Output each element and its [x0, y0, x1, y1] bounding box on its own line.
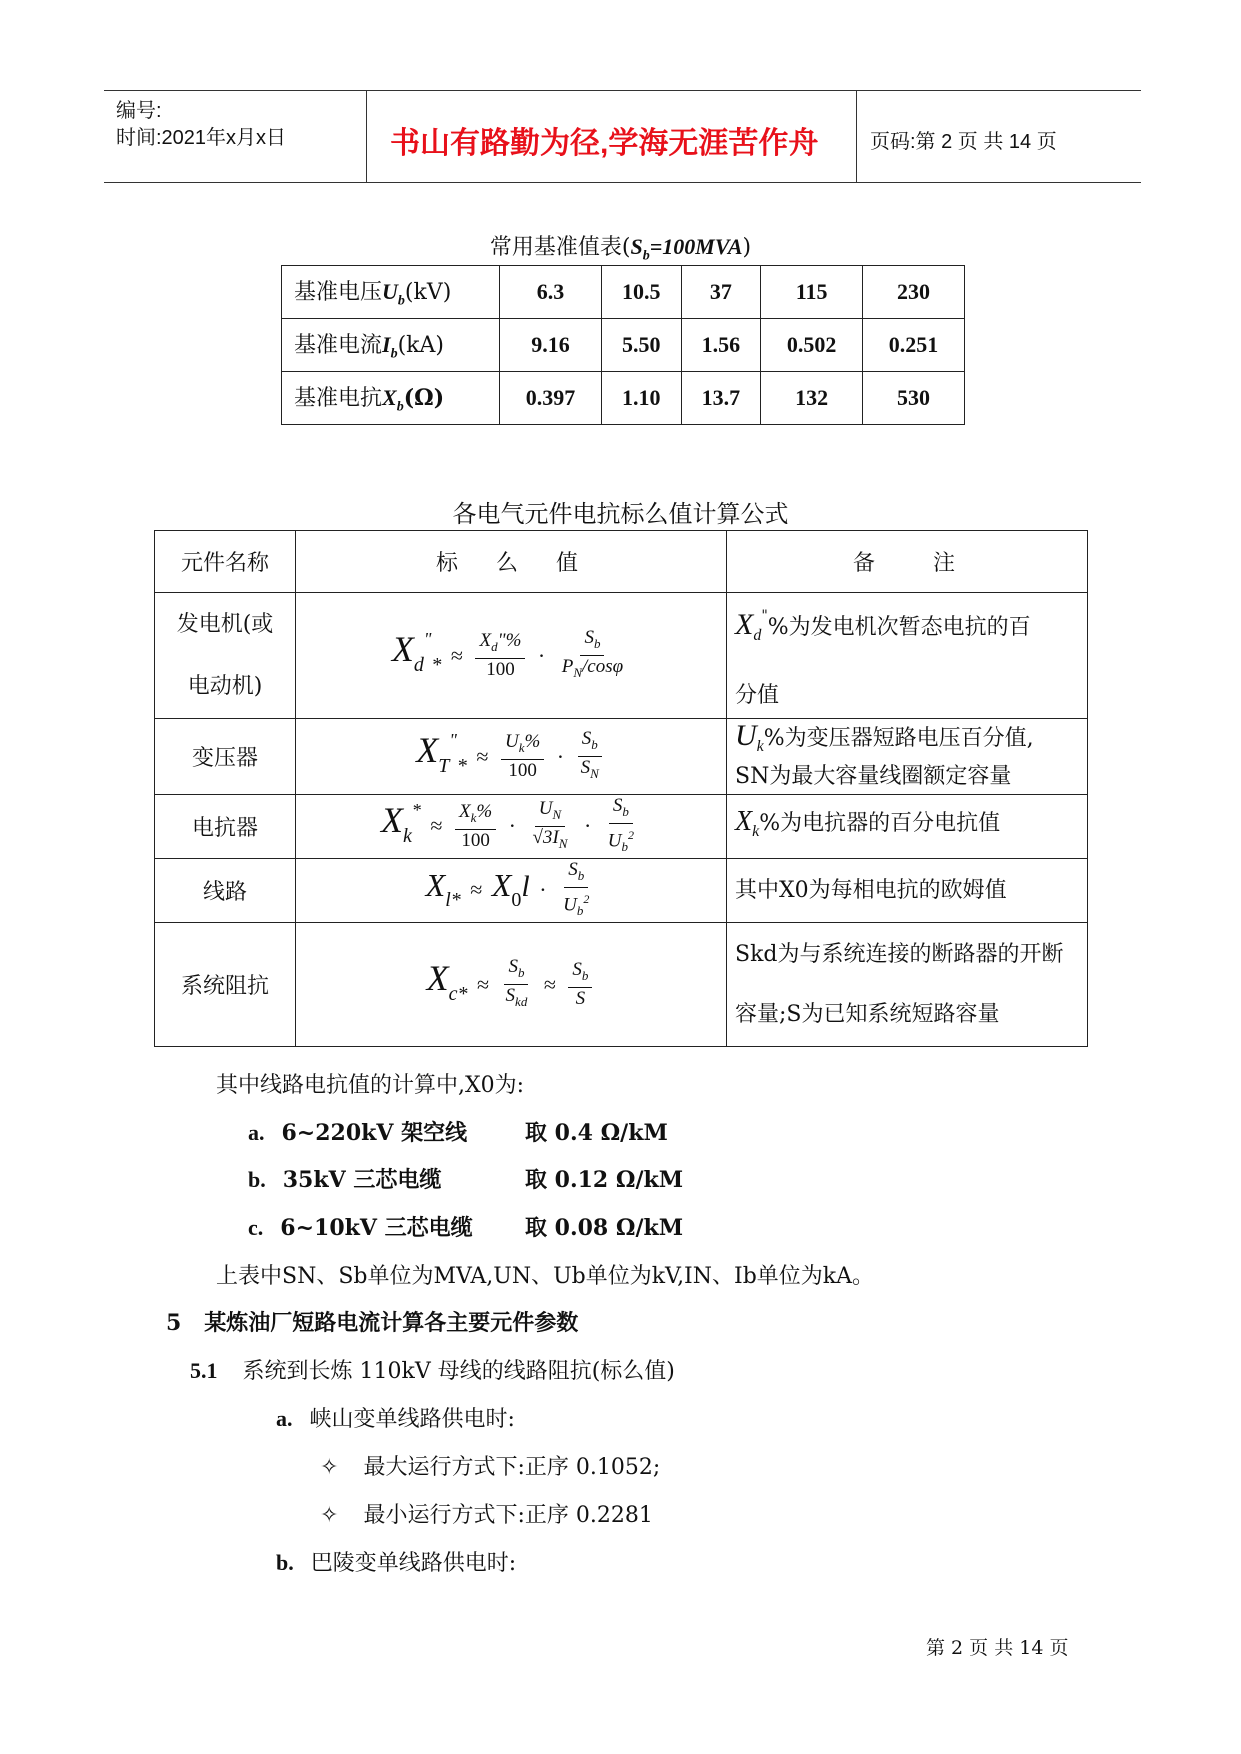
header-motto: 书山有路勤为径,学海无涯苦作舟	[390, 127, 819, 160]
cell-value: 1.56	[681, 319, 761, 372]
cell-value: 37	[681, 266, 761, 319]
cell-value: 1.10	[601, 372, 681, 425]
diamond-star-icon: ✧	[320, 1455, 339, 1480]
table-row	[155, 859, 1088, 923]
row-label: 基准电压$U_b(kV)$	[282, 266, 500, 319]
note-line: 其中X0为每相电抗的欧姆值	[727, 859, 1088, 923]
diamond-star-icon: ✧	[320, 1503, 339, 1528]
cell-value: 115	[761, 266, 863, 319]
note-transformer: $U_k\%$为变压器短路电压百分值, SN为最大容量线圈额定容量	[727, 719, 1088, 795]
cell-value: 132	[761, 372, 863, 425]
row-label: 基准电流$I_b(kA)$	[282, 319, 500, 372]
formula-line: Xl* ≈ X0l · $\frac{S_b}{U_b^2}$	[296, 859, 727, 923]
header-page-code: 页码:第 2 页 共 14 页	[870, 131, 1057, 153]
table-header-row	[155, 531, 1088, 593]
element-name: 线路	[155, 859, 296, 923]
list-item: c. 6~10kV 三芯电缆	[248, 1215, 473, 1241]
list-item: b. 35kV 三芯电缆	[248, 1167, 442, 1193]
header-number-label: 编号:	[116, 100, 162, 122]
list-item: a. 6~220kV 架空线	[248, 1120, 468, 1146]
header-divider-left	[366, 90, 367, 183]
per-unit-formula-table	[154, 530, 1088, 1047]
table-row	[282, 319, 965, 372]
table-row	[155, 795, 1088, 859]
note-system: Skd为与系统连接的断路器的开断 容量;S为已知系统短路容量	[727, 923, 1088, 1047]
header-note: 备 注	[727, 531, 1088, 593]
cell-value: 13.7	[681, 372, 761, 425]
sub-item-b: b. 巴陵变单线路供电时:	[276, 1550, 517, 1576]
element-name: 变压器	[155, 719, 296, 795]
element-name: 系统阻抗	[155, 923, 296, 1047]
list-item-value: 取 0.08 Ω/kM	[525, 1215, 684, 1241]
sub-item-a: a. 峡山变单线路供电时:	[276, 1406, 515, 1432]
table1-caption-suffix: )	[742, 235, 752, 260]
bullet-item: ✧ 最小运行方式下:正序 0.2281	[320, 1503, 653, 1528]
cell-value: 230	[863, 266, 965, 319]
table-row	[155, 719, 1088, 795]
table-row	[282, 266, 965, 319]
cell-value: 10.5	[601, 266, 681, 319]
units-line: 上表中SN、Sb单位为MVA,UN、Ub单位为kV,IN、Ib单位为kA。	[216, 1264, 874, 1289]
header-name: 元件名称	[155, 531, 296, 593]
table-row	[155, 593, 1088, 719]
section-5-heading: 5 某炼油厂短路电流计算各主要元件参数	[166, 1310, 579, 1336]
cell-value: 6.3	[500, 266, 602, 319]
row-label: 基准电抗$X_b(\Omega)$	[282, 372, 500, 425]
cell-value: 0.502	[761, 319, 863, 372]
formula-reactor: Xk* ≈ $\frac{X_k\%}{100}$ · $\frac{U_N}{√3I_N}$ · $\frac{S_b}{U_b^2}$	[296, 795, 727, 859]
footer-page-number: 第 2 页 共 14 页	[926, 1637, 1069, 1659]
header-top-rule	[104, 90, 1141, 91]
table-row	[155, 923, 1088, 1047]
header-divider-right	[856, 90, 857, 183]
formula-generator: Xd"* ≈ $\frac{X_d"\%}{100}$ · $\frac{S_b}{P_N/\cos\varphi}$	[296, 593, 727, 719]
list-item-value: 取 0.4 Ω/kM	[525, 1120, 668, 1146]
table2-caption: 各电气元件电抗标么值计算公式	[452, 500, 789, 528]
header-value: 标 么 值	[296, 531, 727, 593]
element-name: 发电机(或 电动机)	[155, 593, 296, 719]
cell-value: 0.251	[863, 319, 965, 372]
header-time-label: 时间:2021年x月x日	[116, 127, 287, 149]
table1-caption-formula: $S_b=100MVA$	[630, 234, 743, 264]
header-bottom-rule	[104, 182, 1141, 183]
table1-caption-prefix: 常用基准值表(	[489, 235, 631, 260]
cell-value: 0.397	[500, 372, 602, 425]
x0-intro: 其中线路电抗值的计算中,X0为:	[216, 1073, 525, 1098]
note-generator: $X_d^"\%$为发电机次暂态电抗的百 分值	[727, 593, 1088, 719]
table1-caption	[0, 230, 1241, 264]
bullet-item: ✧ 最大运行方式下:正序 0.1052;	[320, 1455, 661, 1480]
base-value-table	[281, 265, 965, 425]
note-reactor: $X_k\%$为电抗器的百分电抗值	[727, 795, 1088, 859]
section-5-1-heading: 5.1 系统到长炼 110kV 母线的线路阻抗(标么值)	[190, 1358, 675, 1384]
table-row	[282, 372, 965, 425]
cell-value: 530	[863, 372, 965, 425]
element-name: 电抗器	[155, 795, 296, 859]
formula-system: Xc* ≈ $\frac{S_b}{S_{kd}}$ ≈ $\frac{S_b}{S}$	[296, 923, 727, 1047]
formula-transformer: XT"* ≈ $\frac{U_k\%}{100}$ · $\frac{S_b}{S_N}$	[296, 719, 727, 795]
cell-value: 5.50	[601, 319, 681, 372]
list-item-value: 取 0.12 Ω/kM	[525, 1167, 684, 1193]
cell-value: 9.16	[500, 319, 602, 372]
